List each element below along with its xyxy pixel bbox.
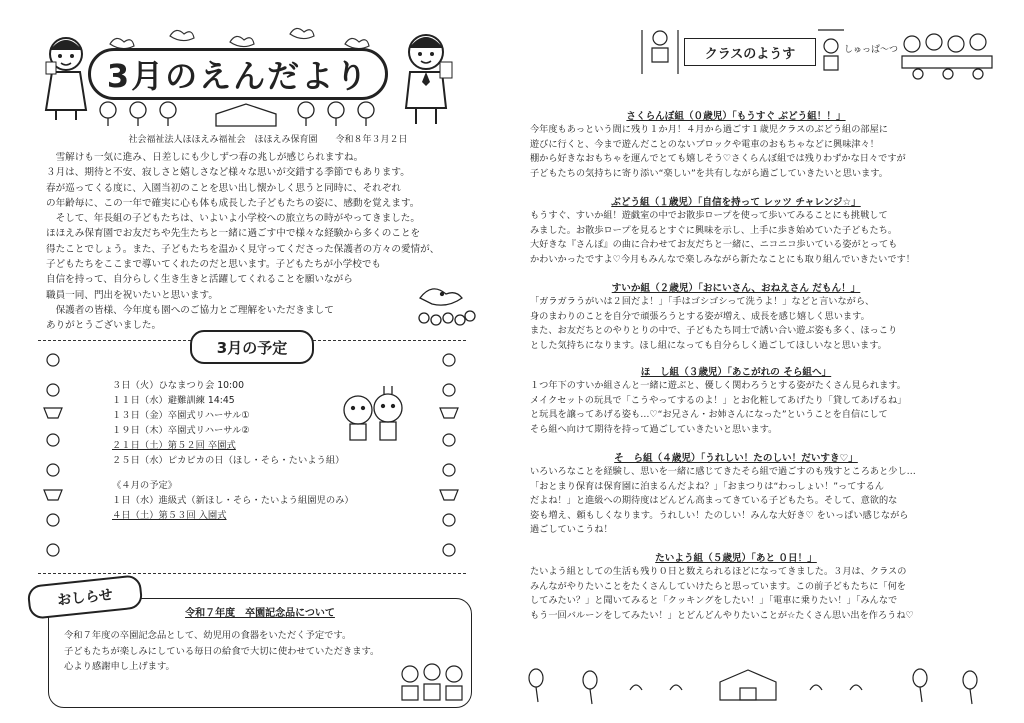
shuppatsu-caption: しゅっぱ〜つ [844, 45, 899, 55]
greeting-line: 春が巡ってくる度に、入園当初のことを思い出し懐かしく思うと同時に、それぞれ [46, 182, 401, 194]
class-section-title: すいか組（２歳児）「おにいさん、おねえさん だもん！」 [611, 283, 861, 294]
class-section-line: もう一回バルーンをしてみたい！」とどんどんやりたいことが☆たくさん思い出を作ろうね♡ [530, 609, 914, 621]
class-section-line: と玩具を譲ってあげる姿も…♡“お兄さん・お姉さんになった”ということを自信にして [530, 409, 888, 421]
greeting-line: 自信を持って、自分らしく生き生きと活躍してくれることを願いながら [46, 274, 353, 286]
class-section-line: みんながやりたいことをたくさんしていけたらと思っています。この前子どもたちに「何を [530, 580, 906, 592]
greeting-line: ほほえみ保育園でお友だちや先生たちと一緒に過ごす中で様々な経験から多くのことを [46, 228, 421, 240]
class-section-body [530, 209, 982, 267]
class-section-line: メイクセットの玩具で「こうやってするのよ！」とお化粧してあげたり「貸してあげるね」 [530, 394, 907, 406]
class-section-title: そ ら組（４歳児）「うれしい！たのしい！だいすき♡」 [614, 453, 858, 464]
class-header-badge [684, 38, 816, 66]
greeting-line: 子どもたちをここまで導いてくれたのだと思います。子どもたちが小学校でも [46, 259, 382, 271]
publisher-line: 社会福祉法人ほほえみ福祉会 ほほえみ保育園 令和８年３月２日 [128, 135, 408, 145]
class-section-line: かわいかったですよ♡今月もみんなで楽しみながら新たなことにも取り組んでいきたいです！ [530, 253, 915, 265]
class-section-line: 大好きな『さんぽ』の曲に合わせてお友だちと一緒に、ニコニコ歩いている姿がとっても [530, 239, 898, 251]
schedule-title: 3月の予定 [216, 338, 288, 357]
class-section-line: 「おとまり保育は保育園に泊まるんだよね？」「おまつりは“わっしょい！”ってするん [530, 480, 884, 492]
class-section-body [530, 123, 982, 181]
kids-group-illustration [398, 660, 468, 704]
class-section-body [530, 379, 982, 437]
greeting-line: ３月は、期待と不安、寂しさと嬉しさなど様々な思いが交錯する季節でもあります。 [46, 167, 410, 179]
schedule-item: １３日（金）卒園式リハーサル① [112, 410, 250, 421]
greeting-line: の年齢毎に、この一年で確実に心も体も成長した子どもたちの姿に、感動を覚えます。 [46, 197, 420, 209]
girl-illustration [40, 32, 92, 122]
title-bubble [88, 48, 388, 100]
class-section-line: してみたい？」と聞いてみると「クッキングをしたい！」「電車に乗りたい！」「みんなで [530, 595, 898, 607]
greeting-line: 職員一同、門出を祝いたいと思います。 [46, 289, 218, 301]
class-section-line: 今年度もあっという間に残り１か月！４月から過ごす１歳児クラスのぶどう組の部屋に [530, 124, 888, 135]
april-heading: 《４月の予定》 [112, 480, 178, 491]
class-section-body [530, 465, 982, 538]
schedule-item: ２１日（土）第５２回 卒園式 [112, 440, 236, 451]
class-section-line: 子どもたちの気持ちに寄り添い“楽しい”を共有しながら過ごしていきたいと思います。 [530, 167, 888, 179]
class-section-line: 身のまわりのことを自分で頑張ろうとする姿が増え、成長を感じ嬉しく思います。 [530, 310, 870, 322]
bottom-balloons-decoration [520, 660, 990, 710]
class-section-title: さくらんぼ組（０歳児）「もうすぐ ぶどう組！！」 [626, 111, 846, 122]
class-section-line: みました。お散歩ロープを見るとすぐに興味を示し、上手に歩き始めていた子どもたち。 [530, 224, 898, 236]
schedule-title-badge [190, 330, 314, 364]
class-section-line: また、お友だちとのやりとりの中で、子どもたち同士で誘い合い遊ぶ姿も多く、ほっこり [530, 325, 898, 337]
newsletter-title-banner [88, 48, 388, 100]
notice-body [64, 628, 424, 675]
newsletter-title: 3月のえんだより [106, 57, 370, 95]
april-schedule [112, 478, 452, 523]
hina-doll-right-decoration [434, 350, 464, 570]
class-section-line: 棚から好きなおもちゃを運んでとても嬉しそう♡さくらんぼ組では残りわずかな日々ですが [530, 153, 906, 165]
greeting-line: 雪解けも一気に進み、日差しにも少しずつ春の兆しが感じられますね。 [46, 152, 364, 163]
schedule-item: １１日（水）避難訓練 14:45 [112, 395, 235, 406]
class-section-line: １つ年下のすいか組さんと一緒に遊ぶと、優しく関わろうとする姿がたくさん見られます。 [530, 380, 906, 391]
greeting-line: そして、年長組の子どもたちは、いよいよ小学校への旅立ちの時がやってきました。 [46, 213, 420, 225]
kids-train-illustration [898, 28, 998, 84]
greeting-line: 保護者の皆様、今年度も園へのご協力とご理解をいただきまして [46, 304, 334, 316]
notice-line: 子どもたちが楽しみにしている毎日の給食で大切に使わせていただきます。 [64, 645, 380, 657]
schedule-item: ２５日（水）ピカピカの日（ほし・そら・たいよう組） [112, 455, 345, 466]
class-section-line: いろいろなことを経験し、思いを一緒に感じてきたそら組で過ごすのも残すところあと少し… [530, 466, 916, 477]
greeting-line: 得たことでしょう。また、子どもたちを温かく見守ってくださった保護者の方々の愛情が、 [46, 243, 440, 255]
class-section-body [530, 295, 982, 353]
boy-illustration [396, 28, 456, 128]
class-section-line: だよね！」と進級への期待度はどんどん高まってきている子どもたち。そして、意欲的な [530, 495, 898, 507]
class-section-line: そら組へ向けて期待を持って過ごしていきたいと思います。 [530, 423, 778, 435]
bird-flowers-illustration [412, 278, 480, 328]
class-section-title: たいよう組（５歳児）「あと ０日！」 [655, 553, 817, 564]
class-section-line: たいよう組としての生活も残り０日と数えられるほどになってきました。３月は、クラスの [530, 566, 907, 577]
class-section-line: 過ごしていこうね！ [530, 524, 613, 536]
notice-title: 令和７年度 卒園記念品について [185, 608, 335, 619]
class-section-title: ほ し組（３歳児）「あこがれの そら組へ」 [640, 367, 832, 378]
class-section-body [530, 565, 982, 623]
greeting-line: ありがとうございました。 [46, 320, 162, 332]
april-schedule-item: ４日（土）第５３回 入園式 [112, 510, 227, 521]
notice-line: 令和７年度の卒園記念品として、幼児用の食器をいただく予定です。 [64, 630, 352, 641]
trees-decoration [96, 100, 396, 130]
class-section-line: 遊びに行くと、今まで遊んだことのないブロックや電車のおもちゃなどに興味津々！ [530, 138, 879, 150]
april-schedule-item: １日（水）進級式（新ほし・そら・たいよう組園児のみ） [112, 495, 354, 506]
characters-illustration [336, 386, 416, 446]
kid-hanging-illustration [816, 26, 846, 76]
class-section-line: とした気持ちになります。ほし組になっても自分らしく過ごしてほしいなと思います。 [530, 339, 887, 351]
class-section-line: もうすぐ、すいか組！遊戯室の中でお散歩ロープを使って歩いてみることにも挑戦して [530, 210, 888, 221]
class-section-line: 姿も増え、頼もしくなります。うれしい！たのしい！みんな大好き♡ をいっぱい感じながら [530, 509, 909, 521]
class-header: クラスのようす [704, 46, 796, 62]
kid-swing-left-illustration [640, 26, 680, 76]
class-section-title: ぶどう組（１歳児）「自信を持って レッツ チャレンジ☆」 [611, 197, 861, 208]
class-section-line: 「ガラガラうがいは２回だよ！」「手はゴシゴシって洗うよ！」などと言いながら、 [530, 296, 875, 307]
notice-line: 心より感謝申し上げます。 [64, 661, 175, 672]
schedule-item: ３日（火）ひなまつり会 10:00 [112, 380, 245, 391]
oshirase-label: おしらせ [56, 587, 114, 609]
schedule-item: １９日（木）卒園式リハーサル② [112, 425, 250, 436]
hina-doll-left-decoration [38, 350, 68, 570]
